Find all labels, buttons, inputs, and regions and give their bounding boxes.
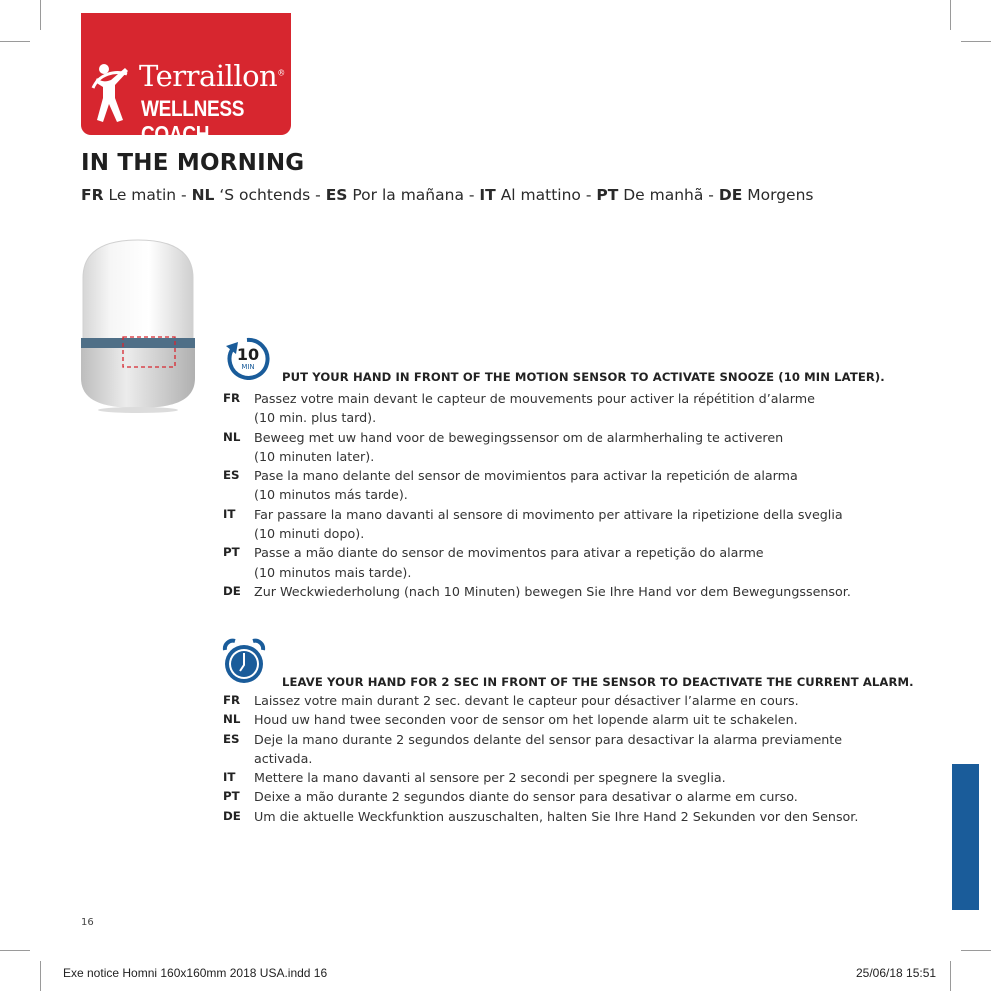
language-code: FR <box>223 693 241 707</box>
title-translation-text: De manhã <box>623 186 704 204</box>
separator: - <box>580 186 597 204</box>
language-code: NL <box>223 712 241 727</box>
crop-mark <box>0 950 30 951</box>
translation-text: Deje la mano durante 2 segundos delante del sensor para desactivar la alarma previamente activada. <box>254 731 843 766</box>
crop-mark <box>961 950 991 951</box>
translation-row <box>223 730 914 769</box>
crop-mark <box>40 961 41 991</box>
translation-row <box>223 787 914 806</box>
language-code: NL <box>191 186 215 204</box>
language-code: IT <box>223 770 236 785</box>
separator: - <box>176 186 192 204</box>
language-code: ES <box>223 731 240 746</box>
language-code: ES <box>325 186 348 204</box>
language-code: FR <box>223 391 241 405</box>
crop-mark <box>961 41 991 42</box>
page-number: 16 <box>81 917 94 928</box>
language-code: PT <box>223 789 240 804</box>
title-translation-text: Por la mañana <box>352 186 464 204</box>
translation-row <box>223 466 914 505</box>
language-code: PT <box>223 545 240 560</box>
translation-row <box>223 807 914 826</box>
language-code: ES <box>223 468 240 483</box>
translation-text: Laissez votre main durant 2 sec. devant le capteur pour désactiver l’alarme en cours. <box>254 693 799 708</box>
crop-mark <box>950 961 951 991</box>
translation-text: Um die aktuelle Weckfunktion auszuschalten, halten Sie Ihre Hand 2 Sekunden vor den Sensor. <box>254 808 859 824</box>
crop-mark <box>950 0 951 30</box>
translation-row <box>223 505 914 544</box>
translation-text: Deixe a mão durante 2 segundos diante do sensor para desativar o alarme em curso. <box>254 789 798 805</box>
title-translation-text: Al mattino <box>500 186 581 204</box>
snooze-headline: PUT YOUR HAND IN FRONT OF THE MOTION SENSOR TO ACTIVATE SNOOZE (10 MIN LATER). <box>282 370 885 384</box>
language-code: NL <box>223 429 241 444</box>
svg-text:MIN: MIN <box>241 363 255 371</box>
translation-text: Passez votre main devant le capteur de mouvements pour activer la répétition d’alarme (10 min. plus tard). <box>254 391 815 426</box>
translation-row <box>223 710 914 729</box>
person-figure-icon <box>91 60 131 125</box>
separator: - <box>703 186 719 204</box>
brand-tagline: WELLNESS COACH <box>141 97 245 148</box>
title-translations <box>81 186 813 204</box>
translation-row <box>223 428 914 467</box>
language-code: FR <box>81 186 104 204</box>
translation-text: Passe a mão diante do sensor de movimentos para ativar a repetição do alarme (10 minutos mais tarde). <box>254 545 764 580</box>
crop-mark <box>40 0 41 30</box>
snooze-translations <box>223 389 914 601</box>
page-title: IN THE MORNING <box>81 150 305 176</box>
language-code: IT <box>223 506 236 521</box>
title-translation-text: ‘S ochtends <box>219 186 311 204</box>
separator: - <box>310 186 326 204</box>
translation-row <box>223 582 914 601</box>
title-translation-text: Morgens <box>747 186 814 204</box>
lamp-product-image <box>79 238 197 413</box>
language-code: DE <box>223 808 241 823</box>
language-code: DE <box>223 583 241 598</box>
language-code: PT <box>596 186 619 204</box>
language-code: IT <box>479 186 496 204</box>
print-slug-timestamp: 25/06/18 15:51 <box>856 966 937 980</box>
brand-name: Terraillon® <box>139 59 285 93</box>
separator: - <box>463 186 480 204</box>
print-slug-filename: Exe notice Homni 160x160mm 2018 USA.indd 16 <box>63 966 328 980</box>
terraillon-logo <box>81 13 291 148</box>
translation-text: Zur Weckwiederholung (nach 10 Minuten) bewegen Sie Ihre Hand vor dem Bewegungssensor. <box>254 583 851 599</box>
translation-row <box>223 768 914 787</box>
section-tab-marker <box>952 764 979 910</box>
title-translation-text: Le matin <box>108 186 177 204</box>
translation-row <box>223 543 914 582</box>
translation-row <box>223 389 914 428</box>
deactivate-translations <box>223 691 914 826</box>
language-code: DE <box>718 186 743 204</box>
translation-row <box>223 691 914 710</box>
translation-text: Mettere la mano davanti al sensore per 2 secondi per spegnere la sveglia. <box>254 770 726 786</box>
translation-text: Far passare la mano davanti al sensore di movimento per attivare la ripetizione della sveglia (10 minuti dopo). <box>254 506 843 542</box>
deactivate-headline: LEAVE YOUR HAND FOR 2 SEC IN FRONT OF THE SENSOR TO DEACTIVATE THE CURRENT ALARM. <box>282 675 914 689</box>
translation-text: Houd uw hand twee seconden voor de sensor om het lopende alarm uit te schakelen. <box>254 712 798 728</box>
svg-text:10: 10 <box>236 345 260 364</box>
translation-text: Pase la mano delante del sensor de movimientos para activar la repetición de alarma (10 minutos más tarde). <box>254 468 798 503</box>
alarm-clock-icon <box>221 638 267 686</box>
crop-mark <box>0 41 30 42</box>
translation-text: Beweeg met uw hand voor de bewegingssensor om de alarmherhaling te activeren (10 minuten later). <box>254 429 784 464</box>
snooze-timer-icon <box>223 336 273 380</box>
